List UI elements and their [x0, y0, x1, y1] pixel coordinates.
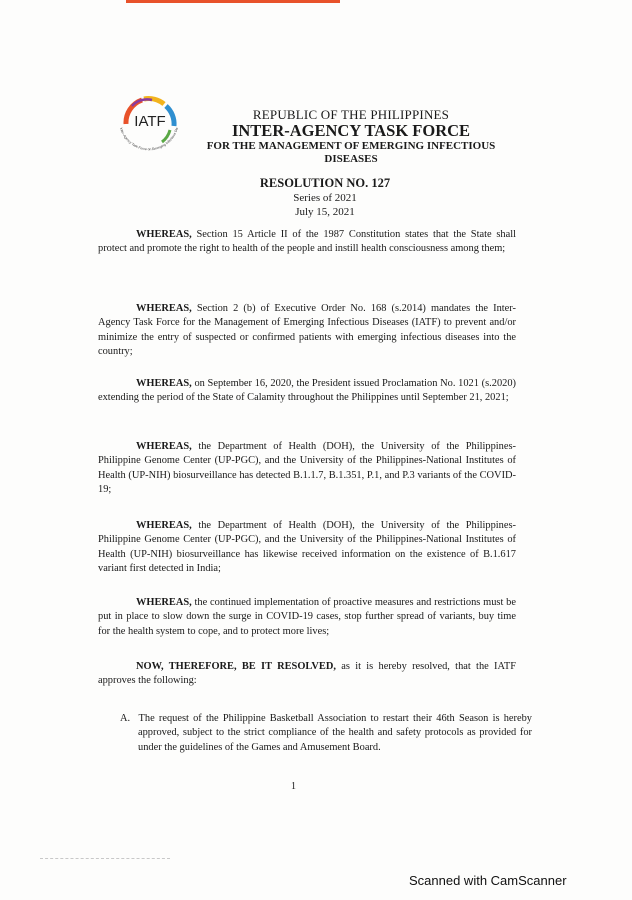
list-item-text: The request of the Philippine Basketball Association to restart their 46th Season is hereby approved, subject to the strict compliance of the health and safety protocols as provided for under the guidelines of the Games and Amusement Board. [138, 713, 532, 753]
logo-text: IATF [134, 113, 166, 130]
whereas-text: Section 2 (b) of Executive Order No. 168 (s.2014) mandates the Inter-Agency Task Force for the Management of Emerging Infectious Diseases (IATF) to prevent and/or minimize the entry of suspected or confirmed patients with emerging infectious diseases into the country; [98, 303, 516, 358]
whereas-text: Section 15 Article II of the 1987 Constitution states that the State shall protect and promote the right to health of the people and instill health consciousness among them; [98, 229, 516, 255]
whereas-text: the continued implementation of proactive measures and restrictions must be put in place to slow down the surge in COVID-19 cases, stop further spread of variants, buy time for the health system to cope, and to protect more lives; [98, 597, 516, 637]
whereas-paragraph-5 [98, 519, 516, 577]
resolution-title: RESOLUTION NO. 127 [259, 176, 391, 190]
letterhead-line2: INTER-AGENCY TASK FORCE [231, 121, 471, 140]
iatf-logo [112, 86, 188, 166]
resolution-series: Series of 2021 [293, 192, 357, 204]
whereas-paragraph-2 [98, 302, 516, 360]
resolved-lead: NOW, THEREFORE, BE IT RESOLVED, [136, 661, 336, 672]
whereas-lead: WHEREAS, [136, 303, 192, 314]
whereas-text: the Department of Health (DOH), the University of the Philippines-Philippine Genome Center (UP-PGC), and the University of the Philippines-National Institutes of Health (UP-NIH) biosurveillance has detected B.1.1.7, B.1.351, P.1, and P.3 variants of the COVID-19; [98, 441, 516, 496]
letterhead-line3: FOR THE MANAGEMENT OF EMERGING INFECTIOUS DISEASES [206, 140, 496, 165]
whereas-lead: WHEREAS, [136, 441, 192, 452]
resolution-heading [200, 176, 450, 219]
whereas-lead: WHEREAS, [136, 597, 192, 608]
resolved-paragraph [98, 660, 516, 689]
list-marker: A. [120, 713, 131, 724]
resolution-date: July 15, 2021 [295, 206, 355, 218]
whereas-lead: WHEREAS, [136, 378, 192, 389]
list-item-a [120, 712, 532, 755]
whereas-text: the Department of Health (DOH), the University of the Philippines-Philippine Genome Center (UP-PGC), and the University of the Philippines-National Institutes of Health (UP-NIH) biosurveillance has likewise received information on the existence of B.1.617 variant first detected in India; [98, 520, 516, 575]
whereas-paragraph-4 [98, 440, 516, 498]
logo-ring-text: Inter-Agency Task Force on Emerging Infectious Dis [119, 126, 180, 152]
whereas-paragraph-1 [98, 228, 516, 257]
footer-dashed-line [40, 858, 170, 859]
whereas-paragraph-3 [98, 377, 516, 406]
whereas-paragraph-6 [98, 596, 516, 639]
scanner-watermark: Scanned with CamScanner [409, 873, 567, 888]
top-edge-mark [126, 0, 340, 3]
whereas-lead: WHEREAS, [136, 229, 192, 240]
letterhead-line1: REPUBLIC OF THE PHILIPPINES [252, 107, 450, 122]
resolved-text: as it is hereby resolved, that the IATF approves the following: [98, 661, 516, 687]
whereas-text: on September 16, 2020, the President issued Proclamation No. 1021 (s.2020) extending the period of the State of Calamity throughout the Philippines until September 21, 2021; [98, 378, 516, 404]
whereas-lead: WHEREAS, [136, 520, 192, 531]
page-number: 1 [291, 781, 296, 792]
letterhead [186, 107, 516, 166]
